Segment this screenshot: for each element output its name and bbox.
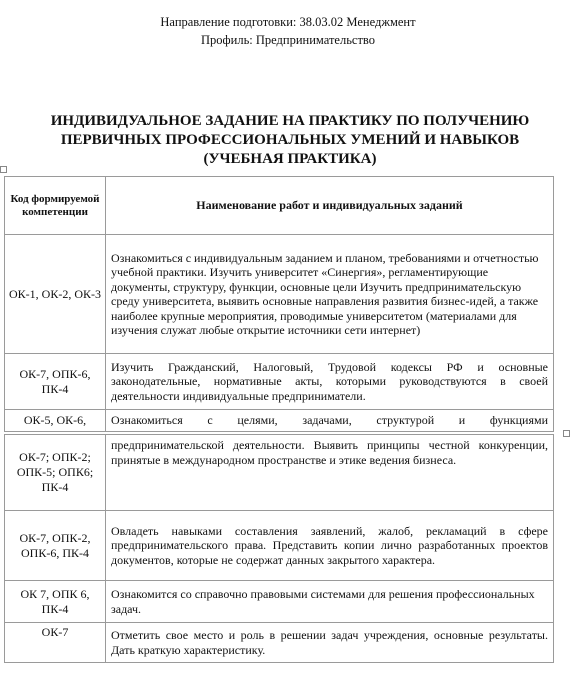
table-row (5, 354, 554, 410)
task-text: Ознакомиться с индивидуальным заданием и планом, требованиями и отчетностью учебной практики. Изучить университет «Синергия», регламентирующие документы, структуру, функции, основные цели Изучить предпринимательскую среду университета, выявить основные направления развития бизнес-идей, а также наиболее крупные мероприятия, проводимые университетом (материалами для изучения служат любые открытие источники сети интернет) (106, 235, 554, 354)
task-text: Ознакомиться с целями, задачами, структурой и функциями (106, 410, 554, 432)
title-line-1: ИНДИВИДУАЛЬНОЕ ЗАДАНИЕ НА ПРАКТИКУ ПО ПОЛУЧЕНИЮ (50, 113, 530, 129)
table-row (5, 623, 554, 663)
profile-line: Профиль: Предпринимательство (201, 33, 375, 47)
task-text: Изучить Гражданский, Налоговый, Трудовой кодексы РФ и основные законодательные, нормативные акты, которыми руководствуются в своей деятельности индивидуальные предприниматели. (106, 354, 554, 410)
competence-code: ОК-7, ОПК-2, ОПК-6, ПК-4 (5, 511, 106, 581)
table-row (5, 235, 554, 354)
competence-code: ОК-7, ОПК-6, ПК-4 (5, 354, 106, 410)
competence-code: ОК 7, ОПК 6, ПК-4 (5, 581, 106, 623)
table-row (5, 511, 554, 581)
task-text: Ознакомится со справочно правовыми системами для решения профессиональных задач. (106, 581, 554, 623)
competence-code: ОК-7 (5, 623, 106, 663)
table-row (5, 410, 554, 432)
tasks-table-page-1 (4, 176, 554, 432)
direction-line: Направление подготовки: 38.03.02 Менеджмент (160, 15, 416, 29)
title-line-3: (УЧЕБНАЯ ПРАКТИКА) (203, 151, 377, 167)
table-header-row (5, 177, 554, 235)
column-header-tasks: Наименование работ и индивидуальных заданий (106, 177, 554, 235)
table-resize-handle[interactable] (0, 166, 7, 173)
table-row (5, 581, 554, 623)
task-text: Овладеть навыками составления заявлений, жалоб, рекламаций в сфере предпринимательского права. Представить копии лично разработанных проектов документов, которые не содержат данных закрытого характера. (106, 511, 554, 581)
column-header-code: Код формируемой компетенции (5, 177, 106, 235)
task-text: Отметить свое место и роль в решении задач учреждения, основные результаты. Дать краткую характеристику. (106, 623, 554, 663)
table-row (5, 435, 554, 511)
tasks-table-page-2 (4, 434, 554, 663)
competence-code: ОК-5, ОК-6, (5, 410, 106, 432)
competence-code: ОК-7; ОПК-2; ОПК-5; ОПК6; ПК-4 (5, 435, 106, 511)
title-line-2: ПЕРВИЧНЫХ ПРОФЕССИОНАЛЬНЫХ УМЕНИЙ И НАВЫКОВ (60, 132, 520, 148)
table-resize-handle[interactable] (563, 430, 570, 437)
task-text: предпринимательской деятельности. Выявить принципы честной конкуренции, принятые в международном пространстве и этике ведения бизнеса. (106, 435, 554, 511)
competence-code: ОК-1, ОК-2, ОК-3 (5, 235, 106, 354)
